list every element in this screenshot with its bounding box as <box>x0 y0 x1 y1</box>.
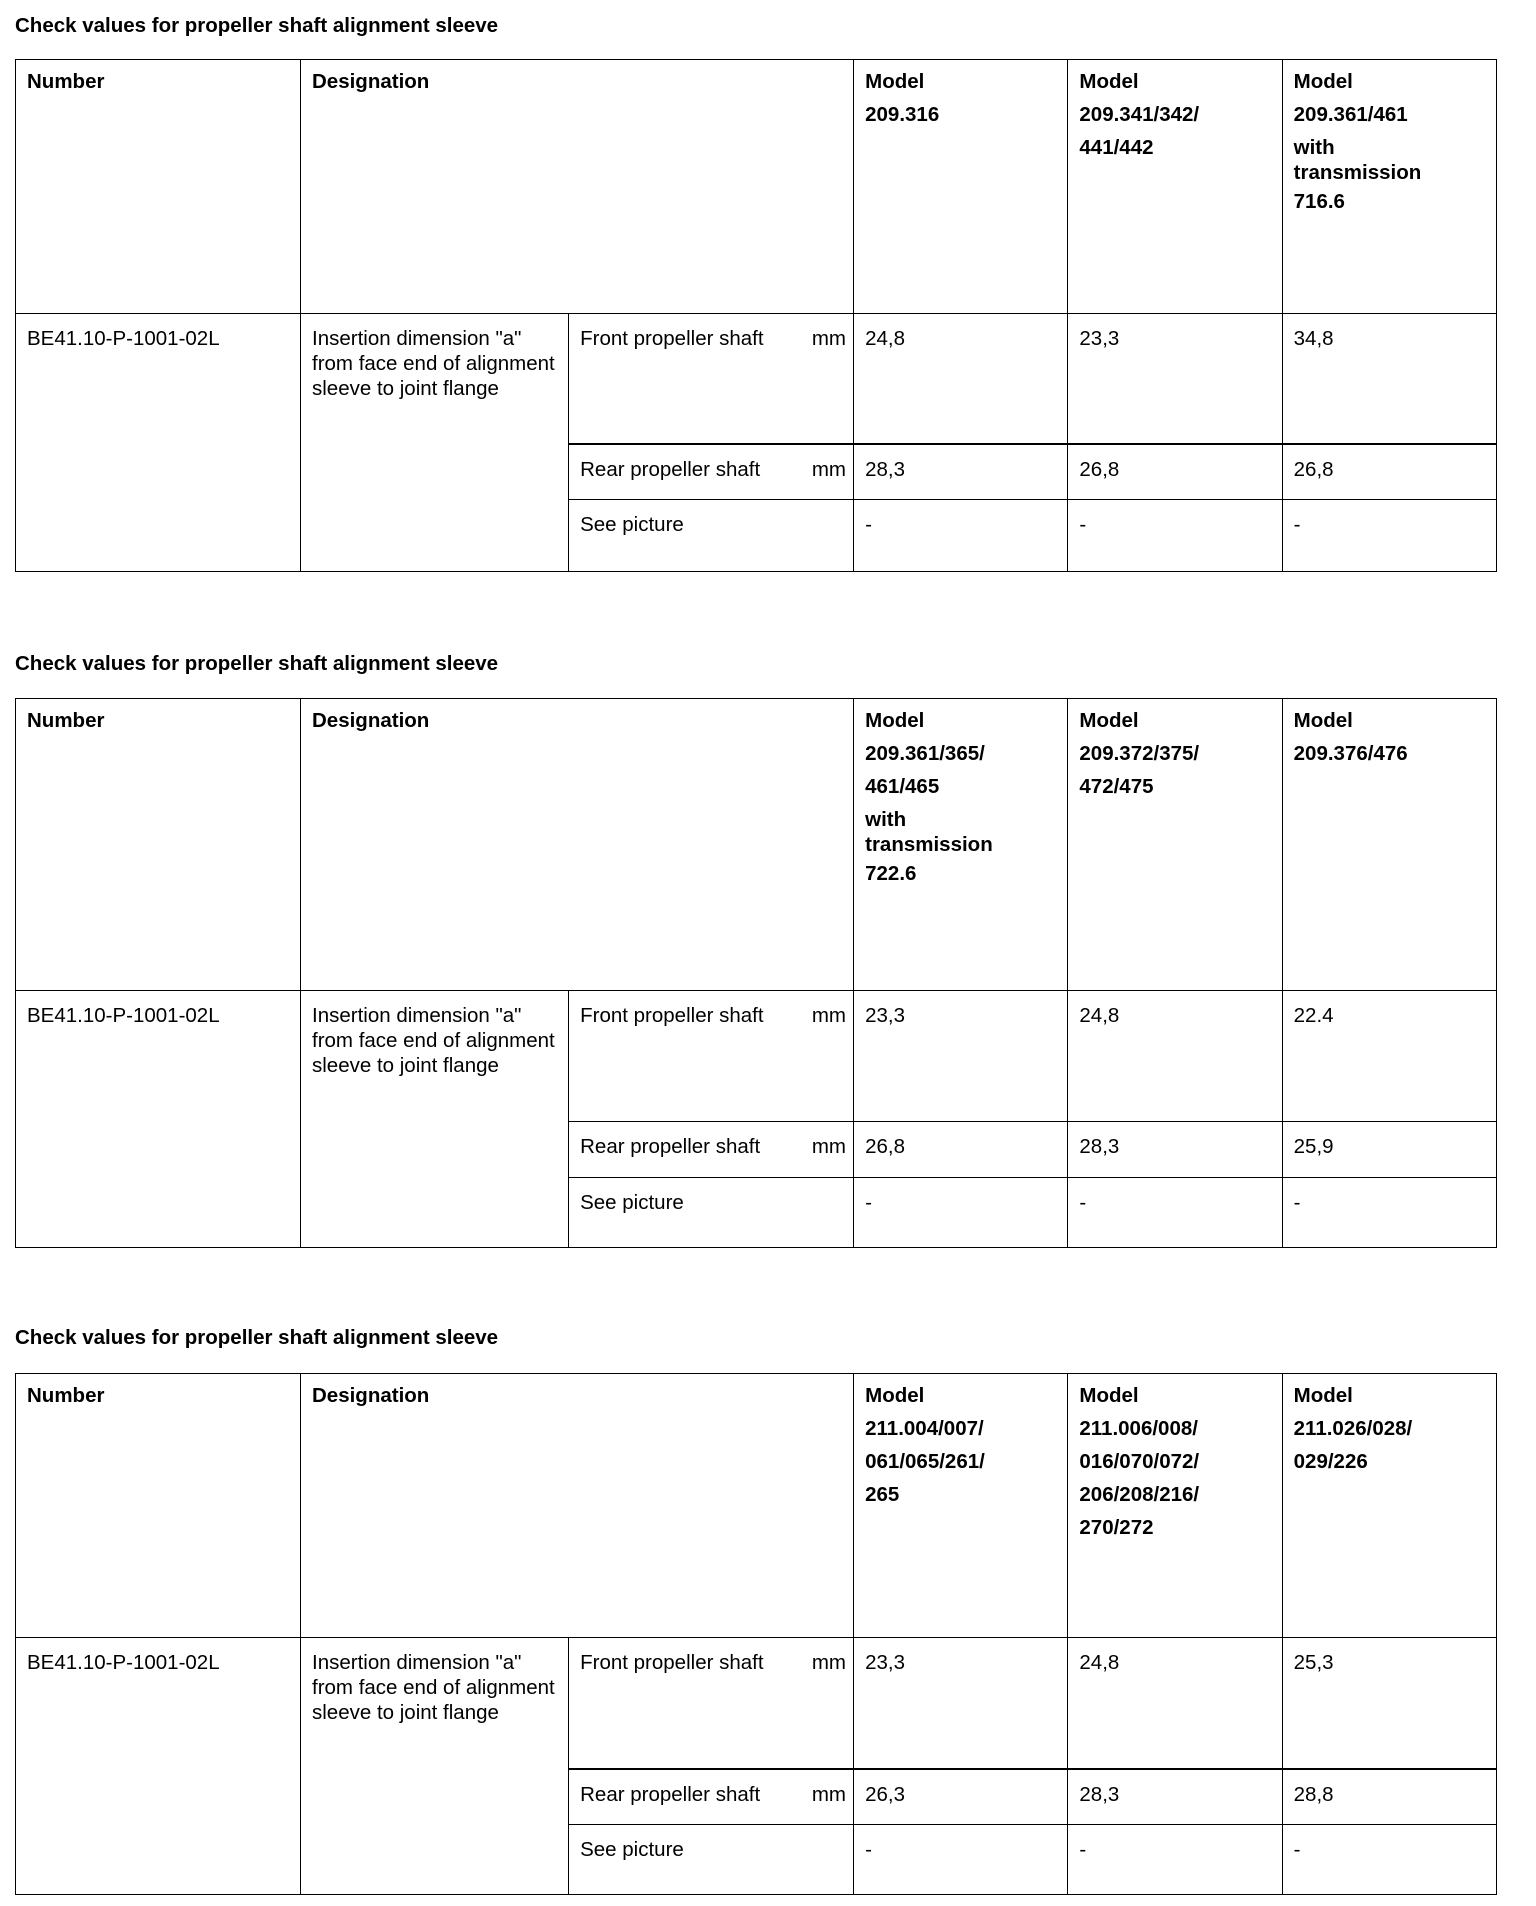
header-row <box>16 60 1497 314</box>
sub-label-picture: See picture <box>569 500 801 572</box>
header-number: Number <box>16 60 301 314</box>
sub-label-rear: Rear propeller shaft <box>569 444 801 500</box>
value-cell: 23,3 <box>1068 314 1282 444</box>
value-cell: 34,8 <box>1282 314 1496 444</box>
designation-description: Insertion dimension "a" from face end of alignment sleeve to joint flange <box>301 1638 569 1895</box>
value-cell: 24,8 <box>1068 991 1282 1122</box>
header-designation: Designation <box>301 60 854 314</box>
part-number: BE41.10-P-1001-02L <box>16 314 301 572</box>
value-cell: 28,3 <box>1068 1769 1282 1825</box>
value-cell: - <box>854 500 1068 572</box>
header-number: Number <box>16 699 301 991</box>
header-model-3: Model 209.361/461 with transmission 716.6 <box>1282 60 1496 314</box>
value-cell: - <box>854 1825 1068 1895</box>
value-cell: 28,3 <box>1068 1122 1282 1178</box>
sub-label-rear: Rear propeller shaft <box>569 1122 801 1178</box>
value-cell: 28,8 <box>1282 1769 1496 1825</box>
header-row <box>16 699 1497 991</box>
spec-table <box>15 59 1497 572</box>
table-row <box>16 1638 1497 1769</box>
value-cell: 26,3 <box>854 1769 1068 1825</box>
value-cell: - <box>1068 1825 1282 1895</box>
value-cell: 23,3 <box>854 1638 1068 1769</box>
value-cell: - <box>1068 500 1282 572</box>
header-designation: Designation <box>301 1374 854 1638</box>
value-cell: - <box>854 1178 1068 1248</box>
value-cell: - <box>1068 1178 1282 1248</box>
spec-table <box>15 1373 1497 1895</box>
value-cell: - <box>1282 1825 1496 1895</box>
sub-label-rear: Rear propeller shaft <box>569 1769 801 1825</box>
sub-label-picture: See picture <box>569 1825 801 1895</box>
table-row <box>16 314 1497 444</box>
sub-label-picture: See picture <box>569 1178 801 1248</box>
header-model-1: Model 209.361/365/ 461/465 with transmission 722.6 <box>854 699 1068 991</box>
unit: mm <box>801 314 854 444</box>
header-model-2: Model 211.006/008/ 016/070/072/ 206/208/216/ 270/272 <box>1068 1374 1282 1638</box>
part-number: BE41.10-P-1001-02L <box>16 1638 301 1895</box>
part-number: BE41.10-P-1001-02L <box>16 991 301 1248</box>
value-cell: 26,8 <box>854 1122 1068 1178</box>
unit <box>801 1825 854 1895</box>
header-model-1: Model 211.004/007/ 061/065/261/ 265 <box>854 1374 1068 1638</box>
table-row <box>16 991 1497 1122</box>
header-model-3: Model 211.026/028/ 029/226 <box>1282 1374 1496 1638</box>
unit: mm <box>801 444 854 500</box>
unit: mm <box>801 1122 854 1178</box>
unit: mm <box>801 1638 854 1769</box>
value-cell: 26,8 <box>1282 444 1496 500</box>
sub-label-front: Front propeller shaft <box>569 1638 801 1769</box>
designation-description: Insertion dimension "a" from face end of alignment sleeve to joint flange <box>301 991 569 1248</box>
unit: mm <box>801 1769 854 1825</box>
unit <box>801 500 854 572</box>
value-cell: 24,8 <box>854 314 1068 444</box>
value-cell: 26,8 <box>1068 444 1282 500</box>
sub-label-front: Front propeller shaft <box>569 991 801 1122</box>
value-cell: 23,3 <box>854 991 1068 1122</box>
header-model-3: Model 209.376/476 <box>1282 699 1496 991</box>
value-cell: 25,9 <box>1282 1122 1496 1178</box>
header-row <box>16 1374 1497 1638</box>
value-cell: 24,8 <box>1068 1638 1282 1769</box>
header-model-1: Model 209.316 <box>854 60 1068 314</box>
value-cell: 22.4 <box>1282 991 1496 1122</box>
unit: mm <box>801 991 854 1122</box>
unit <box>801 1178 854 1248</box>
header-model-2: Model 209.341/342/ 441/442 <box>1068 60 1282 314</box>
value-cell: 25,3 <box>1282 1638 1496 1769</box>
value-cell: - <box>1282 500 1496 572</box>
designation-description: Insertion dimension "a" from face end of alignment sleeve to joint flange <box>301 314 569 572</box>
section-title: Check values for propeller shaft alignment sleeve <box>15 14 499 37</box>
section-title: Check values for propeller shaft alignment sleeve <box>15 1326 499 1349</box>
value-cell: - <box>1282 1178 1496 1248</box>
header-model-2: Model 209.372/375/ 472/475 <box>1068 699 1282 991</box>
section-title: Check values for propeller shaft alignment sleeve <box>15 652 499 675</box>
sub-label-front: Front propeller shaft <box>569 314 801 444</box>
value-cell: 28,3 <box>854 444 1068 500</box>
header-designation: Designation <box>301 699 854 991</box>
spec-table <box>15 698 1497 1248</box>
header-number: Number <box>16 1374 301 1638</box>
